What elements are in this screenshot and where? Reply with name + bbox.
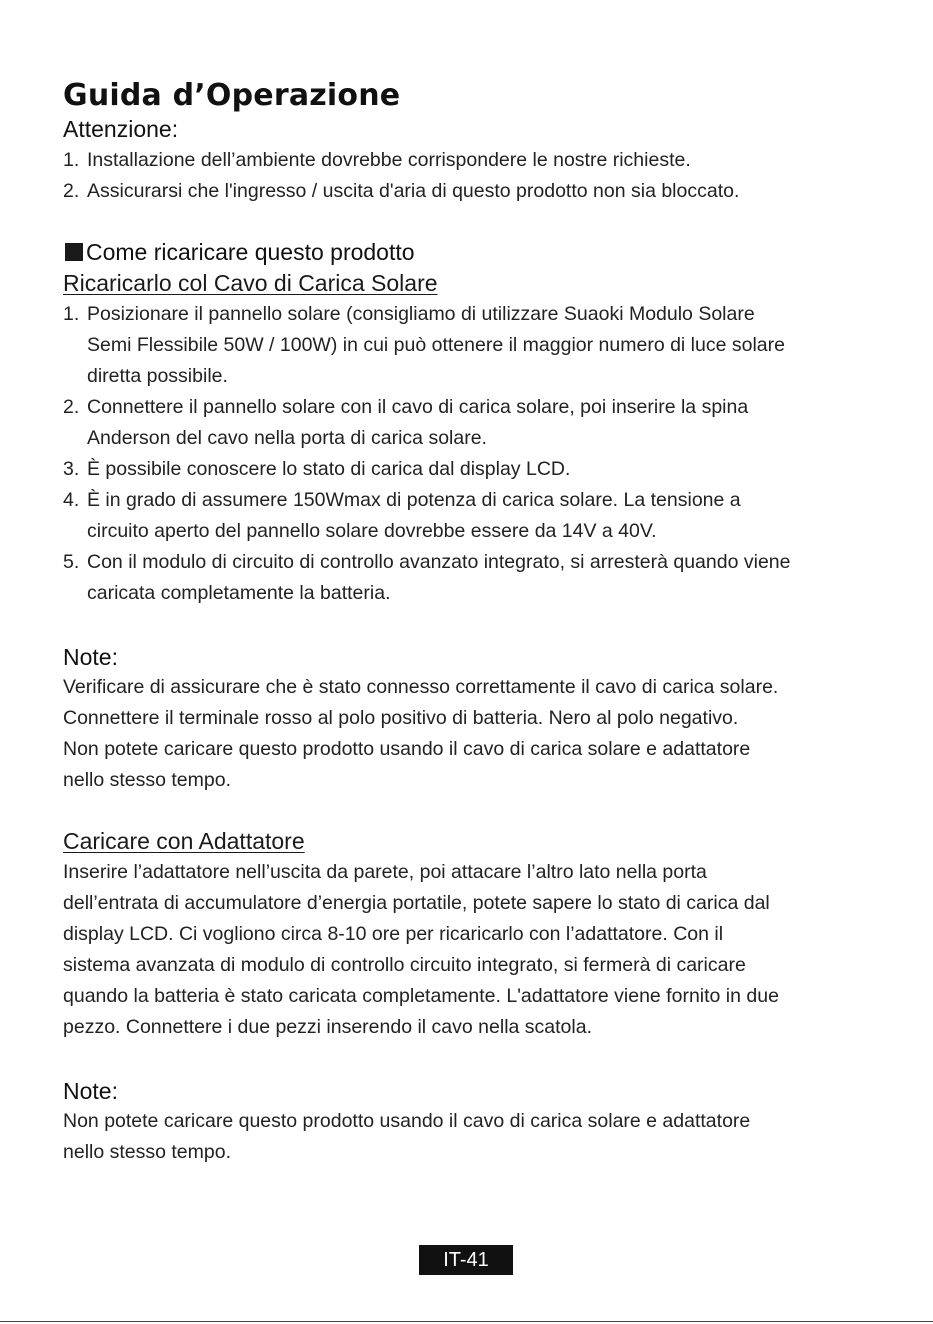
list-item-text: Assicurarsi che l'ingresso / uscita d'aria di questo prodotto non sia bloccato. <box>87 180 740 202</box>
note-line: nello stesso tempo. <box>63 769 232 791</box>
note-heading: Note: <box>63 644 118 670</box>
manual-page <box>63 78 883 1168</box>
solar-steps-list <box>63 299 883 609</box>
list-item-line: diretta possibile. <box>87 365 228 387</box>
paragraph-line: dell’entrata di accumulatore d’energia portatile, potete sapere lo stato di carica dal <box>63 892 770 914</box>
section-heading: Come ricaricare questo prodotto <box>63 237 883 267</box>
list-item-line: È in grado di assumere 150Wmax di potenza di carica solare. La tensione a <box>87 489 741 511</box>
list-item-line: Semi Flessibile 50W / 100W) in cui può ottenere il maggior numero di luce solare <box>87 334 785 356</box>
paragraph-line: display LCD. Ci vogliono circa 8-10 ore per ricaricarlo con l’adattatore. Con il <box>63 923 724 945</box>
note-line: nello stesso tempo. <box>63 1141 232 1163</box>
list-item-text: Installazione dell’ambiente dovrebbe corrispondere le nostre richieste. <box>87 149 691 171</box>
square-bullet-icon <box>65 243 83 261</box>
solar-charging-heading: Ricaricarlo col Cavo di Carica Solare <box>63 270 438 296</box>
note-line: Verificare di assicurare che è stato connesso correttamente il cavo di carica solare. <box>63 676 779 698</box>
list-item-line: È possibile conoscere lo stato di carica dal display LCD. <box>87 458 571 480</box>
attention-list <box>63 145 883 207</box>
list-item: 1. Posizionare il pannello solare (consigliamo di utilizzare Suaoki Modulo Solare Semi Flessibile 50W / 100W) in cui può ottenere il maggior numero di luce solare diretta possibile. <box>63 299 883 392</box>
note-line: Non potete caricare questo prodotto usando il cavo di carica solare e adattatore <box>63 1110 751 1132</box>
attention-heading: Attenzione: <box>63 116 179 142</box>
page-number-badge: IT-41 <box>419 1245 513 1275</box>
list-item-line: Anderson del cavo nella porta di carica solare. <box>87 427 487 449</box>
paragraph-line: quando la batteria è stato caricata completamente. L'adattatore viene fornito in due <box>63 985 779 1007</box>
list-item-line: circuito aperto del pannello solare dovrebbe essere da 14V a 40V. <box>87 520 657 542</box>
bottom-divider <box>0 1321 933 1322</box>
adapter-paragraph <box>63 857 883 1043</box>
note-paragraph <box>63 1106 883 1168</box>
paragraph-line: pezzo. Connettere i due pezzi inserendo il cavo nella scatola. <box>63 1016 592 1038</box>
list-item-line: caricata completamente la batteria. <box>87 582 391 604</box>
list-item: 1. Installazione dell’ambiente dovrebbe corrispondere le nostre richieste. <box>63 149 691 171</box>
note-paragraph <box>63 672 883 796</box>
note-heading: Note: <box>63 1078 118 1104</box>
list-item: 2. Assicurarsi che l'ingresso / uscita d'aria di questo prodotto non sia bloccato. <box>63 180 740 202</box>
list-item-line: Con il modulo di circuito di controllo avanzato integrato, si arresterà quando viene <box>87 551 791 573</box>
list-item: 2. Connettere il pannello solare con il cavo di carica solare, poi inserire la spina Anderson del cavo nella porta di carica solare. <box>63 392 883 454</box>
adapter-charging-heading: Caricare con Adattatore <box>63 828 305 854</box>
list-item: 4. È in grado di assumere 150Wmax di potenza di carica solare. La tensione a circuito aperto del pannello solare dovrebbe essere da 14V a 40V. <box>63 485 883 547</box>
note-line: Connettere il terminale rosso al polo positivo di batteria. Nero al polo negativo. <box>63 707 739 729</box>
list-item: 5. Con il modulo di circuito di controllo avanzato integrato, si arresterà quando viene caricata completamente la batteria. <box>63 547 883 609</box>
list-item-line: Connettere il pannello solare con il cavo di carica solare, poi inserire la spina <box>87 396 749 418</box>
list-item-line: Posizionare il pannello solare (consigliamo di utilizzare Suaoki Modulo Solare <box>87 303 755 325</box>
list-item: 3. È possibile conoscere lo stato di carica dal display LCD. <box>63 454 883 485</box>
note-line: Non potete caricare questo prodotto usando il cavo di carica solare e adattatore <box>63 738 751 760</box>
paragraph-line: sistema avanzata di modulo di controllo circuito integrato, si fermerà di caricare <box>63 954 746 976</box>
paragraph-line: Inserire l’adattatore nell’uscita da parete, poi attacare l’altro lato nella porta <box>63 861 707 883</box>
page-title: Guida d’Operazione <box>63 78 401 113</box>
